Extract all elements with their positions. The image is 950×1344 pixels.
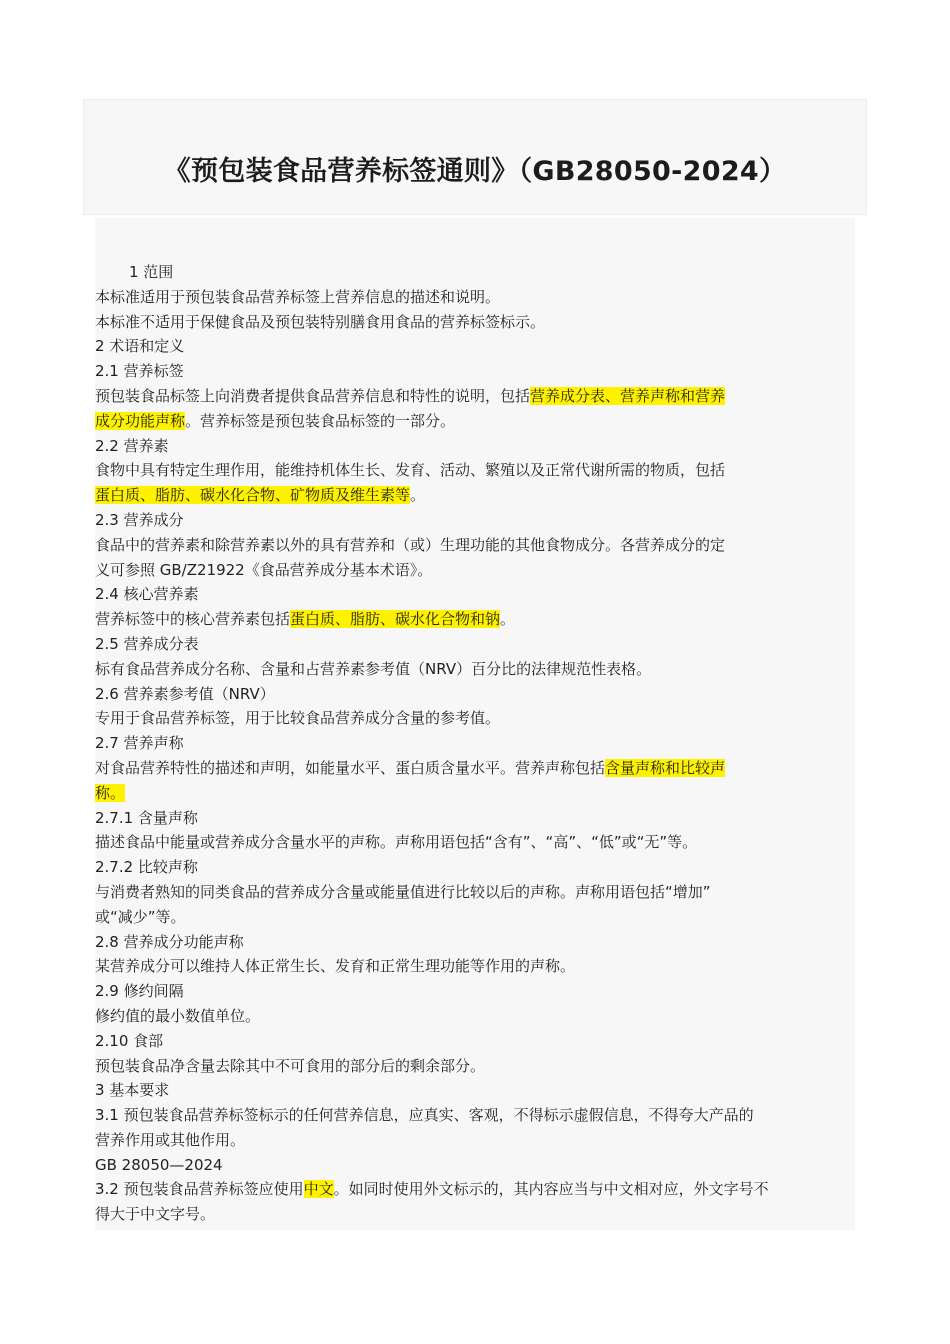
text-segment: 某营养成分可以维持人体正常生长、发育和正常生理功能等作用的声称。 — [95, 957, 576, 976]
highlighted-text: 称。 — [95, 783, 126, 802]
text-line — [95, 756, 855, 781]
document-body — [95, 218, 855, 1230]
text-segment: 2.5 营养成分表 — [95, 634, 199, 653]
text-segment: 对食品营养特性的描述和声明，如能量水平、蛋白质含量水平。营养声称包括 — [95, 758, 606, 777]
text-line — [95, 310, 855, 335]
text-line — [95, 458, 855, 483]
text-line — [95, 905, 855, 930]
text-segment: 义可参照 GB/Z21922《食品营养成分基本术语》。 — [95, 560, 433, 579]
highlighted-text: 中文 — [303, 1180, 334, 1199]
text-line — [95, 880, 855, 905]
text-segment: 营养标签中的核心营养素包括 — [95, 610, 291, 629]
text-segment: 修约值的最小数值单位。 — [95, 1006, 261, 1025]
text-segment: 本标准不适用于保健食品及预包装特别膳食用食品的营养标签标示。 — [95, 312, 546, 331]
text-line — [95, 1004, 855, 1029]
text-line — [95, 781, 855, 806]
text-line — [95, 706, 855, 731]
text-line — [95, 632, 855, 657]
text-segment: 2.1 营养标签 — [95, 362, 184, 381]
text-segment: 专用于食品营养标签，用于比较食品营养成分含量的参考值。 — [95, 709, 501, 728]
text-segment: 。如同时使用外文标示的，其内容应当与中文相对应，外文字号不 — [333, 1180, 769, 1199]
text-segment: 2.7 营养声称 — [95, 734, 184, 753]
text-line — [95, 1153, 855, 1178]
text-line — [95, 1128, 855, 1153]
text-line — [95, 409, 855, 434]
text-line — [95, 682, 855, 707]
text-segment: 3.1 预包装食品营养标签标示的任何营养信息，应真实、客观，不得标示虚假信息，不得夸大产品的 — [95, 1106, 754, 1125]
text-segment: 食品中的营养素和除营养素以外的具有营养和（或）生理功能的其他食物成分。各营养成分的定 — [95, 535, 726, 554]
text-line — [95, 806, 855, 831]
text-line — [95, 1029, 855, 1054]
text-segment: 2 术语和定义 — [95, 337, 185, 356]
text-line — [95, 359, 855, 384]
text-line — [95, 1054, 855, 1079]
text-line — [95, 657, 855, 682]
text-line — [95, 979, 855, 1004]
highlighted-text: 含量声称和比较声 — [605, 758, 726, 777]
text-line — [95, 607, 855, 632]
document-title: 《预包装食品营养标签通则》（GB28050-2024） — [163, 156, 787, 187]
text-segment: 2.4 核心营养素 — [95, 585, 199, 604]
text-segment: 2.10 食部 — [95, 1031, 164, 1050]
text-line — [95, 1177, 855, 1202]
text-line — [95, 855, 855, 880]
text-line — [95, 334, 855, 359]
highlighted-text: 蛋白质、脂肪、碳水化合物和钠 — [290, 610, 501, 629]
text-line — [95, 558, 855, 583]
text-segment: 。营养标签是预包装食品标签的一部分。 — [185, 411, 456, 430]
highlighted-text: 蛋白质、脂肪、碳水化合物、矿物质及维生素等 — [95, 486, 411, 505]
text-segment: GB 28050—2024 — [95, 1155, 223, 1174]
text-segment: 得大于中文字号。 — [95, 1205, 216, 1224]
text-segment: 2.7.2 比较声称 — [95, 858, 198, 877]
text-segment: 1 范围 — [129, 263, 174, 281]
text-line — [95, 582, 855, 607]
text-segment: 描述食品中能量或营养成分含量水平的声称。声称用语包括“含有”、“高”、“低”或“无”等。 — [95, 833, 698, 852]
text-segment: 营养作用或其他作用。 — [95, 1130, 246, 1149]
text-line — [95, 260, 855, 285]
text-line — [95, 483, 855, 508]
title-banner — [83, 99, 867, 215]
text-segment: 。 — [410, 486, 426, 505]
text-line — [95, 285, 855, 310]
text-segment: 2.8 营养成分功能声称 — [95, 932, 244, 951]
text-segment: 与消费者熟知的同类食品的营养成分含量或能量值进行比较以后的声称。声称用语包括“增加” — [95, 882, 711, 901]
text-line — [95, 1202, 855, 1227]
text-line — [95, 731, 855, 756]
highlighted-text: 营养成分表、营养声称和营养 — [530, 386, 726, 405]
text-line — [95, 954, 855, 979]
text-line — [95, 434, 855, 459]
text-segment: 3.2 预包装食品营养标签应使用 — [95, 1180, 304, 1199]
text-segment: 2.3 营养成分 — [95, 510, 184, 529]
text-segment: 本标准适用于预包装食品营养标签上营养信息的描述和说明。 — [95, 287, 501, 306]
text-segment: 或“减少”等。 — [95, 907, 186, 926]
text-segment: 2.6 营养素参考值（NRV） — [95, 684, 275, 703]
text-line — [95, 930, 855, 955]
text-segment: 2.9 修约间隔 — [95, 982, 184, 1001]
text-segment: 标有食品营养成分名称、含量和占营养素参考值（NRV）百分比的法律规范性表格。 — [95, 659, 652, 678]
text-segment: 食物中具有特定生理作用，能维持机体生长、发育、活动、繁殖以及正常代谢所需的物质，包括 — [95, 461, 726, 480]
text-line — [95, 508, 855, 533]
text-line — [95, 533, 855, 558]
text-line — [95, 384, 855, 409]
highlighted-text: 成分功能声称 — [95, 411, 186, 430]
text-line — [95, 1103, 855, 1128]
text-segment: 。 — [500, 610, 516, 629]
text-line — [95, 830, 855, 855]
text-segment: 预包装食品净含量去除其中不可食用的部分后的剩余部分。 — [95, 1056, 486, 1075]
text-segment: 2.2 营养素 — [95, 436, 169, 455]
text-segment: 3 基本要求 — [95, 1081, 170, 1100]
text-segment: 预包装食品标签上向消费者提供食品营养信息和特性的说明，包括 — [95, 386, 531, 405]
text-segment: 2.7.1 含量声称 — [95, 808, 198, 827]
text-line — [95, 1078, 855, 1103]
